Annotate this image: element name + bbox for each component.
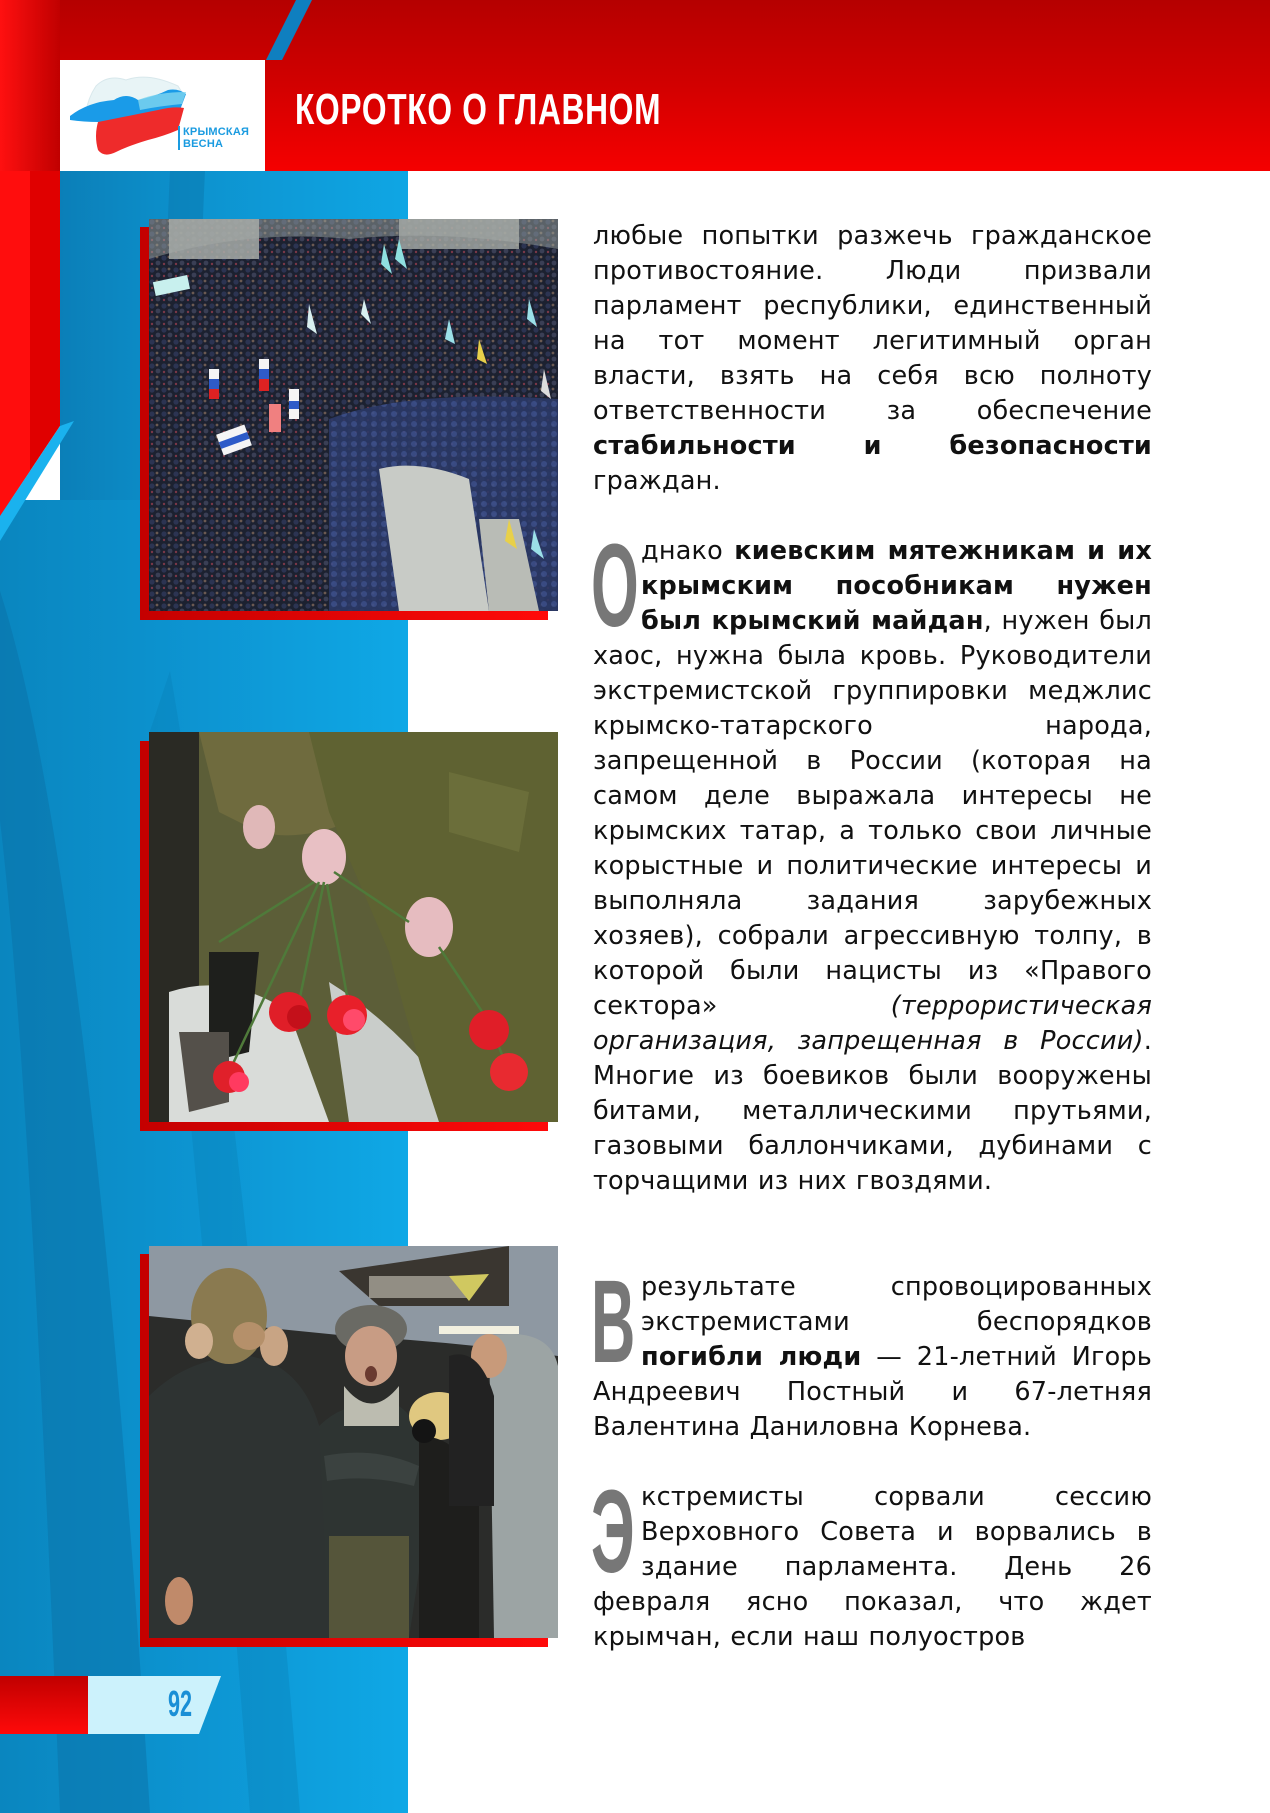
- confrontation-in-hall-photo: [149, 1246, 558, 1638]
- page-number: 92: [167, 1683, 193, 1724]
- logo-text: [178, 126, 249, 150]
- paragraph-text: любые попытки разжечь гражданское противостояние. Люди призвали парламент республики, единственный на тот момент легитимный орган власти, взять на себя всю полноту ответственности за обеспечение: [593, 221, 1152, 426]
- crowd-at-parliament-photo: [149, 219, 558, 611]
- dropcap-letter: Э: [591, 1466, 635, 1598]
- paragraph-bold-text: киевским мятежникам и их крымским пособникам нужен был крымский майдан: [641, 536, 1152, 636]
- paragraph-italic-text: (террористическая организация, запрещенная в России): [593, 991, 1152, 1056]
- article-paragraph-2: [591, 520, 1152, 1199]
- paragraph-text: результате спровоцированных экстремистами беспорядков: [641, 1272, 1152, 1337]
- paragraph-text: — 21-летний Игорь Андреевич Постный и 67-летняя Валентина Даниловна Корнева.: [593, 1342, 1153, 1442]
- paragraph-text: . Многие из боевиков были вооружены битами, металлическими прутьями, газовыми баллончиками, дубинами с торчащими из них гвоздями.: [593, 1026, 1152, 1196]
- paragraph-text: граждан.: [593, 466, 721, 496]
- header-diagonal-stripe: [0, 0, 1270, 60]
- article-paragraph-1: [593, 219, 1152, 499]
- page-number-red-block: [0, 1676, 90, 1734]
- paragraph-text: кстремисты сорвали сессию Верховного Совета и ворвались в здание парламента. День 26 февраля ясно показал, что ждет крымчан, если наш полуостров: [593, 1482, 1152, 1652]
- dropcap-letter: В: [591, 1256, 636, 1388]
- article-paragraph-3: [591, 1256, 1153, 1445]
- page-number-tab: [88, 1676, 223, 1734]
- crimea-map-icon: [68, 70, 193, 162]
- soldiers-with-carnations-photo: [149, 732, 558, 1122]
- article-paragraph-4: [591, 1466, 1152, 1655]
- paragraph-bold-text: погибли люди: [641, 1342, 862, 1372]
- logo-line-2: ВЕСНА: [183, 138, 224, 150]
- paragraph-bold-text: стабильности и безопасности: [593, 431, 1152, 461]
- logo: [60, 60, 265, 171]
- paragraph-text: днако: [641, 536, 735, 566]
- paragraph-text: , нужен был хаос, нужна была кровь. Руководители экстремистской группировки меджлис крымско-татарского народа, запрещенной в России (которая на самом деле выражала интересы не крымских татар, а только свои личные корыстные и политические интересы и выполняла задания зарубежных хозяев), собрали агрессивную толпу, в которой были нацисты из «Правого сектора»: [593, 606, 1152, 1021]
- logo-line-1: КРЫМСКАЯ: [183, 126, 250, 138]
- dropcap-letter: О: [591, 520, 639, 652]
- page-title: КОРОТКО О ГЛАВНОМ: [295, 85, 662, 134]
